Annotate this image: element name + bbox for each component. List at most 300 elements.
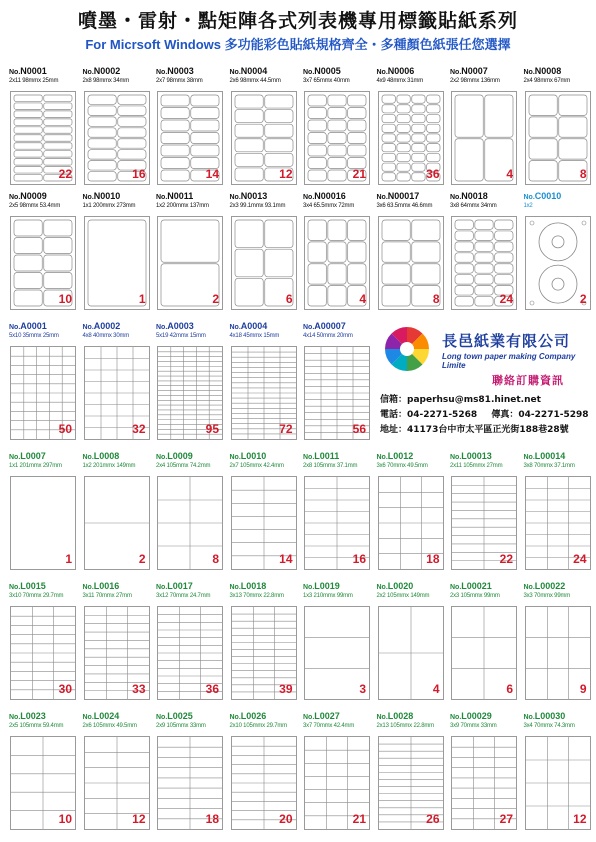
product-code [9, 581, 46, 591]
label-sheet-preview [231, 476, 297, 570]
label-sheet-preview [84, 91, 150, 185]
product-code [9, 321, 47, 331]
label-shape [161, 133, 189, 144]
catalog-row [7, 711, 595, 836]
label-shape [44, 111, 72, 117]
contact-email [380, 392, 541, 405]
product-code-prefix: No. [450, 714, 462, 721]
label-shape [382, 95, 395, 103]
label-shape [14, 119, 42, 125]
label-shape [348, 264, 366, 284]
product-code-prefix: No. [82, 194, 94, 201]
product-code [524, 191, 562, 201]
label-shape [44, 119, 72, 125]
label-shape [426, 114, 439, 122]
label-shape [382, 242, 410, 262]
label-shape [308, 145, 326, 156]
label-count: 39 [279, 682, 293, 696]
product-code-prefix: No. [229, 324, 241, 331]
catalog-row [7, 191, 595, 316]
label-shape [117, 106, 145, 115]
label-shape [455, 139, 483, 181]
label-sheet-preview [157, 476, 223, 570]
product-code-prefix: No. [450, 584, 462, 591]
product-code-prefix: No. [82, 69, 94, 76]
label-count: 56 [352, 422, 366, 436]
label-shape [411, 242, 439, 262]
label-shape [88, 172, 116, 181]
label-shape [328, 170, 346, 181]
label-shape [475, 275, 493, 284]
label-shape [235, 220, 263, 248]
label-product-card [7, 191, 77, 316]
contact-title: 聯絡訂購資訊 [492, 374, 564, 387]
label-count: 26 [426, 812, 440, 826]
label-shape [14, 143, 42, 149]
product-spec: 1x1 200mmx 273mm [82, 203, 136, 209]
label-shape [88, 106, 116, 115]
product-code-value: N0005 [314, 66, 341, 76]
product-spec: 3x12 70mmx 24.7mm [156, 593, 211, 599]
label-shape [529, 95, 557, 115]
label-shape [455, 231, 473, 240]
product-code [524, 451, 566, 461]
label-shape [328, 108, 346, 119]
label-product-card [375, 66, 445, 191]
company-name-zh: 長邑紙業有限公司 [442, 332, 571, 350]
label-shape [235, 139, 263, 152]
product-code [9, 711, 46, 721]
label-shape [308, 108, 326, 119]
label-count: 8 [212, 552, 219, 566]
label-sheet-preview [10, 606, 76, 700]
label-product-card [375, 451, 445, 576]
label-shape [396, 153, 409, 161]
product-code [9, 451, 46, 461]
label-product-card [522, 66, 592, 191]
label-shape [44, 135, 72, 141]
phone-label: 電話： [380, 410, 408, 420]
label-shape [396, 144, 409, 152]
label-count: 12 [132, 812, 146, 826]
label-sheet-preview [451, 91, 517, 185]
label-product-card [228, 321, 298, 446]
label-shape [161, 95, 189, 106]
product-code-value: L0026 [240, 711, 267, 721]
catalog-row [7, 581, 595, 706]
label-shape [495, 253, 513, 262]
product-spec: 2x2 98mmx 136mm [450, 78, 500, 84]
label-shape [14, 135, 42, 141]
label-product-card [448, 66, 518, 191]
label-shape [426, 144, 439, 152]
label-shape [161, 120, 189, 131]
label-shape [14, 111, 42, 117]
product-code [9, 191, 47, 201]
product-code-prefix: No. [523, 714, 535, 721]
product-code-prefix: No. [9, 194, 21, 201]
product-spec: 3x6 70mmx 49.5mm [376, 463, 428, 469]
label-shape [485, 95, 513, 137]
label-shape [235, 249, 263, 277]
label-count: 8 [432, 292, 440, 306]
address-label: 地址： [380, 425, 408, 435]
label-sheet-preview [304, 736, 370, 830]
product-code-value: L0011 [314, 451, 340, 461]
product-spec: 3x13 70mmx 22.8mm [229, 593, 284, 599]
label-product-card [522, 451, 592, 576]
product-code [83, 581, 120, 591]
product-spec: 5x10 35mmx 25mm [9, 333, 59, 339]
product-code-value: N0003 [167, 66, 194, 76]
label-product-card [81, 191, 151, 316]
email-value: paperhsu@ms81.hinet.net [407, 395, 541, 405]
label-shape [382, 220, 410, 240]
product-code-prefix: No. [229, 454, 241, 461]
label-shape [455, 297, 473, 306]
label-shape [396, 163, 409, 171]
product-code [450, 581, 492, 591]
product-spec: 4x14 50mmx 20mm [303, 333, 353, 339]
product-code-value: L0015 [20, 581, 46, 591]
product-code-value: L00022 [534, 581, 566, 591]
page-title: 噴墨・雷射・點矩陣各式列表機專用標籤貼紙系列 [77, 10, 518, 32]
label-sheet-preview [451, 216, 517, 310]
product-code [230, 581, 267, 591]
product-code-value: A00007 [314, 321, 346, 331]
product-code-value: L0024 [93, 711, 120, 721]
label-shape [411, 220, 439, 240]
label-shape [44, 143, 72, 149]
label-count: 36 [426, 167, 440, 181]
product-code-value: N0007 [461, 66, 488, 76]
label-shape [328, 220, 346, 240]
label-shape [348, 242, 366, 262]
label-shape [382, 264, 410, 284]
product-code-value: L0027 [314, 711, 340, 721]
label-sheet-preview [84, 736, 150, 830]
catalog-row [7, 66, 595, 191]
label-shape [328, 242, 346, 262]
label-count: 32 [132, 422, 146, 436]
label-shape [191, 120, 219, 131]
product-code-prefix: No. [450, 454, 462, 461]
label-shape [495, 264, 513, 273]
label-product-card [301, 451, 371, 576]
label-shape [382, 124, 395, 132]
product-spec: 3x8 70mmx 37.1mm [523, 463, 575, 469]
product-code-prefix: No. [156, 454, 168, 461]
product-spec: 2x8 105mmx 37.1mm [303, 463, 358, 469]
product-code [303, 711, 340, 721]
label-shape [411, 163, 424, 171]
product-code [230, 321, 268, 331]
label-shape [348, 145, 366, 156]
product-code [156, 711, 193, 721]
label-shape [308, 170, 326, 181]
label-shape [348, 95, 366, 106]
product-code [450, 451, 492, 461]
label-shape [328, 133, 346, 144]
label-product-card [301, 711, 371, 836]
label-shape [308, 120, 326, 131]
cd-label-shape [539, 223, 577, 261]
label-shape [382, 153, 395, 161]
label-sheet-preview [525, 736, 591, 830]
label-shape [328, 120, 346, 131]
product-code-value: L0016 [93, 581, 120, 591]
label-sheet-preview [10, 736, 76, 830]
label-shape [426, 153, 439, 161]
product-code-value: N0009 [20, 191, 47, 201]
address-value: 41173台中市太平區正光街188巷28號 [407, 425, 569, 435]
small-round-label-shape [530, 221, 534, 225]
product-code [303, 191, 346, 201]
label-shape [308, 286, 326, 306]
product-code-prefix: No. [523, 454, 535, 461]
label-product-card [301, 191, 371, 316]
label-sheet-preview [84, 606, 150, 700]
label-shape [495, 231, 513, 240]
product-code [83, 191, 121, 201]
small-round-label-shape [582, 221, 586, 225]
product-spec: 4x8 40mmx 30mm [82, 333, 130, 339]
company-name-en: Long town paper making Company Limite [442, 352, 576, 370]
product-code [156, 191, 193, 201]
label-sheet-preview [10, 476, 76, 570]
label-sheet-preview [231, 736, 297, 830]
product-spec: 1x2 201mmx 149mm [82, 463, 136, 469]
label-count: 3 [359, 682, 366, 696]
label-shape [328, 286, 346, 306]
label-shape [348, 108, 366, 119]
product-spec: 3x10 70mmx 29.7mm [9, 593, 64, 599]
label-shape [88, 95, 116, 104]
label-count: 16 [132, 167, 146, 181]
product-code-prefix: No. [229, 714, 241, 721]
product-code-prefix: No. [450, 194, 462, 201]
label-count: 27 [499, 812, 513, 826]
label-count: 18 [426, 552, 440, 566]
product-code-prefix: No. [523, 194, 535, 201]
label-shape [529, 161, 557, 181]
label-count: 18 [205, 812, 219, 826]
product-code-prefix: No. [156, 324, 168, 331]
label-sheet-preview [10, 91, 76, 185]
label-sheet-preview [378, 476, 444, 570]
label-count: 30 [58, 682, 72, 696]
product-spec: 3x11 70mmx 27mm [82, 593, 132, 599]
label-count: 10 [58, 292, 72, 306]
product-spec: 2x3 99.1mmx 93.1mm [229, 203, 286, 209]
label-shape [235, 124, 263, 137]
label-sheet-preview [451, 736, 517, 830]
product-code [156, 451, 193, 461]
label-product-card [375, 581, 445, 706]
label-shape [426, 124, 439, 132]
label-count: 33 [132, 682, 146, 696]
product-code [377, 711, 414, 721]
product-code-prefix: No. [82, 714, 94, 721]
label-sheet-preview [378, 606, 444, 700]
label-shape [308, 264, 326, 284]
label-count: 24 [499, 292, 513, 306]
label-shape [382, 114, 395, 122]
label-shape [161, 158, 189, 169]
label-shape [14, 127, 42, 133]
label-product-card [7, 581, 77, 706]
label-product-card [154, 321, 224, 446]
label-shape [328, 264, 346, 284]
label-shape [14, 103, 42, 109]
label-product-card [228, 581, 298, 706]
product-code [377, 191, 420, 201]
label-shape [191, 95, 219, 106]
product-code-value: N0013 [240, 191, 268, 201]
label-shape [264, 124, 292, 137]
product-code-value: L00013 [461, 451, 492, 461]
product-spec: 2x11 98mmx 25mm [9, 78, 59, 84]
label-shape [117, 139, 145, 148]
label-shape [44, 255, 72, 271]
label-shape [235, 95, 263, 108]
label-shape [328, 158, 346, 169]
label-product-card [448, 451, 518, 576]
label-shape [396, 114, 409, 122]
label-shape [308, 133, 326, 144]
product-code-value: N0001 [20, 66, 47, 76]
label-shape [455, 275, 473, 284]
label-sheet-preview [378, 216, 444, 310]
product-code [303, 66, 341, 76]
label-count: 36 [205, 682, 219, 696]
product-code-prefix: No. [303, 714, 315, 721]
product-code-value: N0006 [387, 66, 415, 76]
label-sheet-preview [157, 346, 223, 440]
label-shape [14, 175, 42, 181]
product-code-value: L0009 [167, 451, 193, 461]
label-count: 6 [285, 292, 293, 306]
label-shape [88, 150, 116, 159]
label-shape [475, 264, 493, 273]
label-sheet-preview [10, 216, 76, 310]
label-product-card [81, 321, 151, 446]
product-spec: 2x8 98mmx 34mm [82, 78, 130, 84]
label-shape [475, 231, 493, 240]
product-code-value: L0025 [167, 711, 193, 721]
product-code-prefix: No. [450, 69, 462, 76]
label-product-card [228, 711, 298, 836]
label-shape [235, 153, 263, 166]
product-code [450, 711, 492, 721]
label-shape [308, 220, 326, 240]
label-sheet-preview [304, 346, 370, 440]
label-shape [411, 134, 424, 142]
label-shape [382, 163, 395, 171]
label-shape [411, 264, 439, 284]
label-count: 72 [279, 422, 293, 436]
product-code [377, 451, 414, 461]
label-shape [382, 286, 410, 306]
label-shape [411, 105, 424, 113]
label-sheet-preview [304, 216, 370, 310]
product-code [83, 711, 120, 721]
product-code-prefix: No. [376, 69, 388, 76]
label-count: 10 [58, 812, 72, 826]
label-shape [161, 108, 189, 119]
label-shape [44, 238, 72, 254]
product-code-value: L00030 [534, 711, 566, 721]
company-logo-icon [382, 324, 432, 374]
label-product-card [448, 711, 518, 836]
label-shape [191, 145, 219, 156]
label-shape [382, 144, 395, 152]
label-shape [14, 220, 42, 236]
product-code [377, 66, 415, 76]
label-shape [308, 95, 326, 106]
label-shape [308, 158, 326, 169]
label-product-card [81, 66, 151, 191]
label-product-card [301, 66, 371, 191]
product-code-prefix: No. [9, 584, 21, 591]
product-code [156, 321, 194, 331]
product-code-prefix: No. [376, 194, 388, 201]
product-spec: 2x4 105mmx 74.2mm [156, 463, 211, 469]
label-product-card [7, 66, 77, 191]
label-sheet-preview [231, 91, 297, 185]
label-count: 50 [58, 422, 72, 436]
label-shape [44, 220, 72, 236]
product-spec: 1x2 200mmx 137mm [156, 203, 209, 209]
product-code-value: N0008 [534, 66, 562, 76]
product-code-prefix: No. [9, 714, 21, 721]
product-code-prefix: No. [376, 584, 388, 591]
fax-label: 傳真： [491, 410, 519, 420]
product-code-prefix: No. [303, 69, 315, 76]
product-code [377, 581, 414, 591]
product-code-value: A0003 [167, 321, 194, 331]
product-spec: 3x4 65.5mmx 72mm [303, 203, 355, 209]
label-count: 6 [506, 682, 513, 696]
label-shape [44, 159, 72, 165]
label-count: 1 [138, 292, 146, 306]
label-shape [529, 139, 557, 159]
label-shape [191, 108, 219, 119]
product-spec: 2x9 105mmx 33mm [156, 723, 206, 729]
product-spec: 1x3 210mmx 99mm [303, 593, 353, 599]
label-shape [411, 124, 424, 132]
label-sheet-preview [525, 216, 591, 310]
product-spec: 2x2 105mmx 149mm [376, 593, 430, 599]
label-product-card [522, 581, 592, 706]
product-code [230, 66, 268, 76]
label-sheet-preview [84, 216, 150, 310]
label-shape [348, 220, 366, 240]
label-sheet-preview [304, 91, 370, 185]
label-shape [455, 242, 473, 251]
label-product-card [228, 451, 298, 576]
label-sheet-preview [157, 216, 223, 310]
label-shape [14, 273, 42, 289]
product-spec: 4x9 48mmx 31mm [376, 78, 424, 84]
product-code-prefix: No. [156, 69, 168, 76]
product-code-value: L00021 [461, 581, 492, 591]
product-code-value: L0020 [387, 581, 414, 591]
product-code [83, 66, 121, 76]
label-sheet-preview [451, 606, 517, 700]
label-product-card [228, 66, 298, 191]
product-code-value: L00014 [534, 451, 566, 461]
